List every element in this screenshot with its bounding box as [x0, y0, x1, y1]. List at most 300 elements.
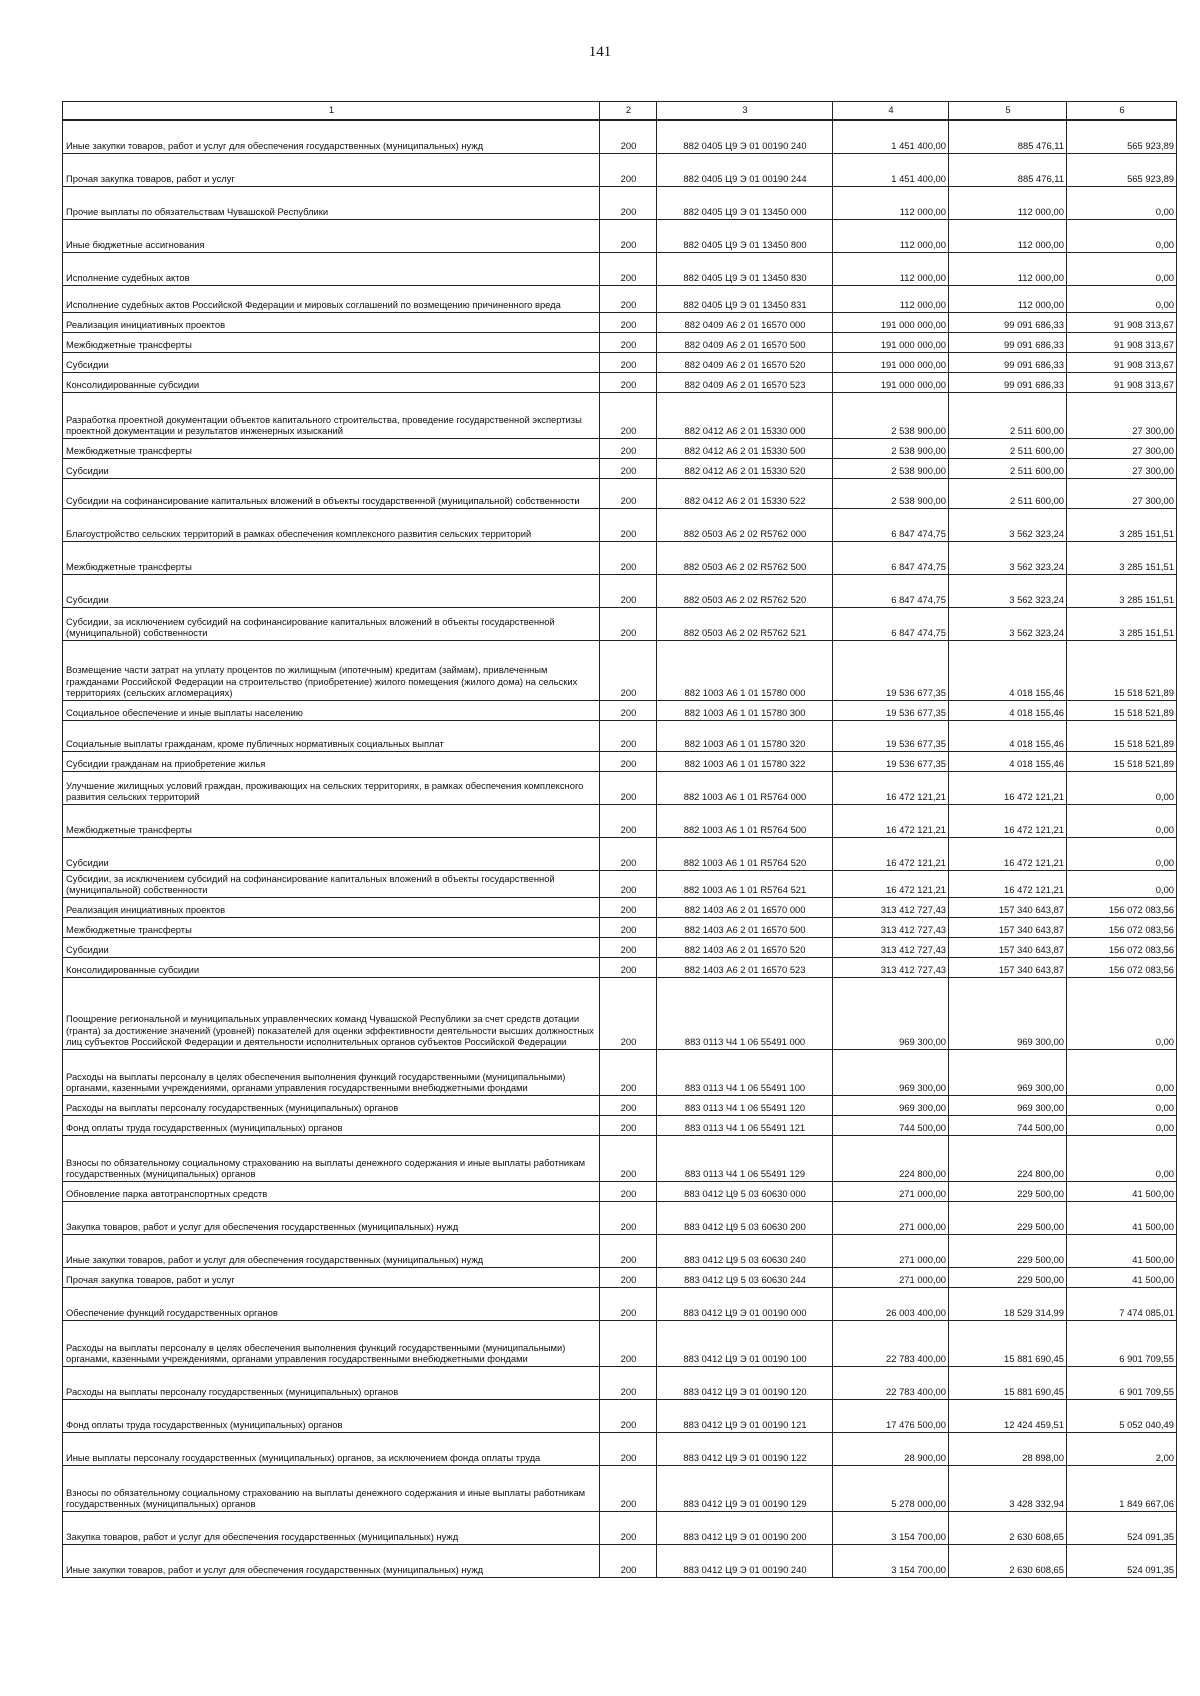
table-row	[63, 332, 1177, 352]
row-code: 200	[600, 1201, 657, 1234]
row-code: 200	[600, 458, 657, 478]
row-value-col6: 7 474 085,01	[1067, 1287, 1177, 1320]
row-value-col5: 229 500,00	[949, 1201, 1067, 1234]
row-description: Исполнение судебных актов	[63, 252, 600, 285]
table-row	[63, 837, 1177, 870]
row-value-col6: 91 908 313,67	[1067, 372, 1177, 392]
row-description: Иные закупки товаров, работ и услуг для обеспечения государственных (муниципальных) нужд	[63, 1234, 600, 1267]
row-value-col5: 885 476,11	[949, 120, 1067, 153]
row-value-col5: 229 500,00	[949, 1234, 1067, 1267]
row-value-col5: 157 340 643,87	[949, 957, 1067, 977]
row-code: 200	[600, 607, 657, 640]
row-code: 200	[600, 771, 657, 804]
row-description: Консолидированные субсидии	[63, 957, 600, 977]
row-value-col4: 3 154 700,00	[833, 1511, 949, 1544]
row-value-col6: 156 072 083,56	[1067, 917, 1177, 937]
row-value-col5: 15 881 690,45	[949, 1320, 1067, 1366]
row-value-col5: 885 476,11	[949, 153, 1067, 186]
row-value-col4: 191 000 000,00	[833, 372, 949, 392]
row-value-col6: 156 072 083,56	[1067, 937, 1177, 957]
row-description: Субсидии гражданам на приобретение жилья	[63, 751, 600, 771]
table-row	[63, 574, 1177, 607]
row-value-col5: 2 630 608,65	[949, 1544, 1067, 1577]
row-code: 200	[600, 332, 657, 352]
row-value-col6: 91 908 313,67	[1067, 332, 1177, 352]
table-row	[63, 720, 1177, 751]
row-code: 200	[600, 1511, 657, 1544]
table-row	[63, 285, 1177, 312]
row-value-col4: 969 300,00	[833, 1095, 949, 1115]
budget-execution-table	[62, 101, 1177, 1578]
table-row	[63, 1135, 1177, 1181]
row-value-col4: 191 000 000,00	[833, 332, 949, 352]
row-value-col4: 313 412 727,43	[833, 917, 949, 937]
table-row	[63, 1432, 1177, 1465]
row-value-col4: 191 000 000,00	[833, 352, 949, 372]
row-value-col4: 1 451 400,00	[833, 153, 949, 186]
row-value-col6: 0,00	[1067, 837, 1177, 870]
row-code: 200	[600, 186, 657, 219]
row-value-col6: 0,00	[1067, 1049, 1177, 1095]
row-value-col6: 156 072 083,56	[1067, 897, 1177, 917]
row-classification-code: 882 1003 А6 1 01 R5764 000	[657, 771, 833, 804]
row-classification-code: 882 0409 А6 2 01 16570 500	[657, 332, 833, 352]
table-header-row	[63, 102, 1177, 121]
row-value-col5: 112 000,00	[949, 285, 1067, 312]
row-value-col6: 0,00	[1067, 1095, 1177, 1115]
row-value-col4: 5 278 000,00	[833, 1465, 949, 1511]
row-code: 200	[600, 1095, 657, 1115]
table-row	[63, 1399, 1177, 1432]
row-value-col5: 229 500,00	[949, 1181, 1067, 1201]
row-description: Межбюджетные трансферты	[63, 804, 600, 837]
row-value-col6: 91 908 313,67	[1067, 312, 1177, 332]
row-code: 200	[600, 751, 657, 771]
row-classification-code: 882 0503 А6 2 02 R5762 500	[657, 541, 833, 574]
row-value-col6: 15 518 521,89	[1067, 700, 1177, 720]
row-value-col6: 0,00	[1067, 804, 1177, 837]
row-description: Расходы на выплаты персоналу государственных (муниципальных) органов	[63, 1366, 600, 1399]
row-value-col5: 224 800,00	[949, 1135, 1067, 1181]
table-row	[63, 1095, 1177, 1115]
row-value-col6: 0,00	[1067, 219, 1177, 252]
table-row	[63, 897, 1177, 917]
row-value-col6: 3 285 151,51	[1067, 508, 1177, 541]
row-code: 200	[600, 977, 657, 1049]
row-description: Расходы на выплаты персоналу в целях обеспечения выполнения функций государственными (муниципальными) органами, казенными учреждениями, органами управления государственными внебюджетными фондами	[63, 1320, 600, 1366]
row-value-col6: 3 285 151,51	[1067, 574, 1177, 607]
row-value-col4: 6 847 474,75	[833, 607, 949, 640]
row-classification-code: 882 1003 А6 1 01 R5764 521	[657, 870, 833, 897]
row-code: 200	[600, 1181, 657, 1201]
row-code: 200	[600, 508, 657, 541]
row-value-col5: 16 472 121,21	[949, 837, 1067, 870]
table-row	[63, 1287, 1177, 1320]
column-header-5: 5	[949, 102, 1067, 121]
row-value-col5: 18 529 314,99	[949, 1287, 1067, 1320]
row-value-col4: 2 538 900,00	[833, 478, 949, 508]
row-value-col6: 6 901 709,55	[1067, 1366, 1177, 1399]
row-description: Расходы на выплаты персоналу в целях обеспечения выполнения функций государственными (муниципальными) органами, казенными учреждениями, органами управления государственными внебюджетными фондами	[63, 1049, 600, 1095]
row-description: Прочие выплаты по обязательствам Чувашской Республики	[63, 186, 600, 219]
row-classification-code: 882 0405 Ц9 Э 01 00190 240	[657, 120, 833, 153]
row-code: 200	[600, 720, 657, 751]
row-description: Взносы по обязательному социальному страхованию на выплаты денежного содержания и иные выплаты работникам государственных (муниципальных) органов	[63, 1465, 600, 1511]
table-row	[63, 957, 1177, 977]
row-classification-code: 883 0412 Ц9 Э 01 00190 000	[657, 1287, 833, 1320]
row-value-col5: 3 562 323,24	[949, 607, 1067, 640]
row-description: Иные закупки товаров, работ и услуг для обеспечения государственных (муниципальных) нужд	[63, 1544, 600, 1577]
row-value-col4: 112 000,00	[833, 219, 949, 252]
row-classification-code: 882 0405 Ц9 Э 01 13450 800	[657, 219, 833, 252]
table-row	[63, 771, 1177, 804]
row-value-col6: 565 923,89	[1067, 153, 1177, 186]
table-row	[63, 937, 1177, 957]
table-row	[63, 1544, 1177, 1577]
row-classification-code: 882 1003 А6 1 01 15780 320	[657, 720, 833, 751]
row-description: Межбюджетные трансферты	[63, 438, 600, 458]
table-row	[63, 312, 1177, 332]
table-row	[63, 541, 1177, 574]
row-description: Реализация инициативных проектов	[63, 897, 600, 917]
row-value-col4: 16 472 121,21	[833, 804, 949, 837]
row-value-col5: 3 562 323,24	[949, 574, 1067, 607]
row-value-col4: 22 783 400,00	[833, 1366, 949, 1399]
row-code: 200	[600, 252, 657, 285]
row-value-col6: 91 908 313,67	[1067, 352, 1177, 372]
row-description: Поощрение региональной и муниципальных управленческих команд Чувашской Республики за счет средств дотации (гранта) за достижение значений (уровней) показателей для оценки эффективности деятельности высших должностных лиц субъектов Российской Федерации и деятельности исполнительных органов субъектов Российской Федерации	[63, 977, 600, 1049]
row-code: 200	[600, 700, 657, 720]
table-body	[63, 120, 1177, 1577]
row-value-col4: 26 003 400,00	[833, 1287, 949, 1320]
row-description: Взносы по обязательному социальному страхованию на выплаты денежного содержания и иные выплаты работникам государственных (муниципальных) органов	[63, 1135, 600, 1181]
table-row	[63, 640, 1177, 700]
row-value-col6: 156 072 083,56	[1067, 957, 1177, 977]
table-row	[63, 870, 1177, 897]
row-value-col6: 0,00	[1067, 1135, 1177, 1181]
row-value-col6: 524 091,35	[1067, 1544, 1177, 1577]
row-value-col4: 112 000,00	[833, 252, 949, 285]
row-code: 200	[600, 1432, 657, 1465]
row-value-col4: 271 000,00	[833, 1234, 949, 1267]
row-code: 200	[600, 1287, 657, 1320]
row-description: Прочая закупка товаров, работ и услуг	[63, 153, 600, 186]
row-value-col4: 16 472 121,21	[833, 870, 949, 897]
row-classification-code: 882 1403 А6 2 01 16570 520	[657, 937, 833, 957]
row-code: 200	[600, 574, 657, 607]
row-code: 200	[600, 1465, 657, 1511]
row-value-col5: 112 000,00	[949, 186, 1067, 219]
row-value-col4: 1 451 400,00	[833, 120, 949, 153]
column-header-1: 1	[63, 102, 600, 121]
row-value-col6: 3 285 151,51	[1067, 607, 1177, 640]
row-value-col5: 4 018 155,46	[949, 720, 1067, 751]
row-classification-code: 883 0113 Ч4 1 06 55491 129	[657, 1135, 833, 1181]
row-value-col5: 2 511 600,00	[949, 478, 1067, 508]
row-value-col6: 565 923,89	[1067, 120, 1177, 153]
row-value-col6: 15 518 521,89	[1067, 751, 1177, 771]
row-description: Межбюджетные трансферты	[63, 541, 600, 574]
row-classification-code: 882 0412 А6 2 01 15330 000	[657, 392, 833, 438]
row-value-col5: 969 300,00	[949, 977, 1067, 1049]
row-value-col6: 0,00	[1067, 252, 1177, 285]
row-description: Реализация инициативных проектов	[63, 312, 600, 332]
row-code: 200	[600, 285, 657, 312]
row-code: 200	[600, 438, 657, 458]
row-value-col6: 41 500,00	[1067, 1234, 1177, 1267]
column-header-4: 4	[833, 102, 949, 121]
row-code: 200	[600, 1267, 657, 1287]
row-description: Благоустройство сельских территорий в рамках обеспечения комплексного развития сельских территорий	[63, 508, 600, 541]
row-value-col5: 157 340 643,87	[949, 897, 1067, 917]
row-classification-code: 883 0412 Ц9 Э 01 00190 100	[657, 1320, 833, 1366]
row-value-col6: 3 285 151,51	[1067, 541, 1177, 574]
row-value-col4: 22 783 400,00	[833, 1320, 949, 1366]
row-value-col5: 16 472 121,21	[949, 870, 1067, 897]
row-code: 200	[600, 1544, 657, 1577]
row-description: Исполнение судебных актов Российской Федерации и мировых соглашений по возмещению причиненного вреда	[63, 285, 600, 312]
row-value-col5: 99 091 686,33	[949, 372, 1067, 392]
row-value-col6: 5 052 040,49	[1067, 1399, 1177, 1432]
row-classification-code: 882 0405 Ц9 Э 01 13450 831	[657, 285, 833, 312]
row-value-col4: 191 000 000,00	[833, 312, 949, 332]
row-value-col4: 19 536 677,35	[833, 640, 949, 700]
table-row	[63, 1201, 1177, 1234]
row-code: 200	[600, 917, 657, 937]
row-description: Закупка товаров, работ и услуг для обеспечения государственных (муниципальных) нужд	[63, 1511, 600, 1544]
row-classification-code: 882 1003 А6 1 01 R5764 500	[657, 804, 833, 837]
row-code: 200	[600, 312, 657, 332]
row-description: Улучшение жилищных условий граждан, проживающих на сельских территориях, в рамках обеспечения комплексного развития сельских территорий	[63, 771, 600, 804]
table-row	[63, 1465, 1177, 1511]
row-value-col4: 16 472 121,21	[833, 771, 949, 804]
row-code: 200	[600, 804, 657, 837]
table-row	[63, 1267, 1177, 1287]
row-code: 200	[600, 1399, 657, 1432]
row-classification-code: 883 0412 Ц9 Э 01 00190 129	[657, 1465, 833, 1511]
row-classification-code: 883 0412 Ц9 5 03 60630 240	[657, 1234, 833, 1267]
row-description: Субсидии, за исключением субсидий на софинансирование капитальных вложений в объекты государственной (муниципальной) собственности	[63, 870, 600, 897]
row-classification-code: 883 0412 Ц9 5 03 60630 200	[657, 1201, 833, 1234]
row-value-col6: 0,00	[1067, 1115, 1177, 1135]
table-row	[63, 1366, 1177, 1399]
row-value-col5: 969 300,00	[949, 1095, 1067, 1115]
row-classification-code: 882 1403 А6 2 01 16570 500	[657, 917, 833, 937]
row-description: Субсидии	[63, 574, 600, 607]
row-value-col4: 313 412 727,43	[833, 957, 949, 977]
row-value-col4: 969 300,00	[833, 977, 949, 1049]
row-code: 200	[600, 897, 657, 917]
row-value-col4: 2 538 900,00	[833, 392, 949, 438]
row-classification-code: 882 0405 Ц9 Э 01 00190 244	[657, 153, 833, 186]
row-value-col4: 271 000,00	[833, 1201, 949, 1234]
row-code: 200	[600, 1234, 657, 1267]
row-classification-code: 882 1003 А6 1 01 15780 300	[657, 700, 833, 720]
row-value-col4: 17 476 500,00	[833, 1399, 949, 1432]
row-value-col5: 112 000,00	[949, 252, 1067, 285]
row-value-col4: 271 000,00	[833, 1267, 949, 1287]
table-row	[63, 917, 1177, 937]
row-value-col6: 0,00	[1067, 870, 1177, 897]
table-row	[63, 1320, 1177, 1366]
row-description: Социальные выплаты гражданам, кроме публичных нормативных социальных выплат	[63, 720, 600, 751]
row-classification-code: 883 0412 Ц9 Э 01 00190 122	[657, 1432, 833, 1465]
row-classification-code: 883 0412 Ц9 Э 01 00190 121	[657, 1399, 833, 1432]
row-value-col5: 2 511 600,00	[949, 392, 1067, 438]
row-description: Субсидии	[63, 352, 600, 372]
row-description: Субсидии на софинансирование капитальных вложений в объекты государственной (муниципальной) собственности	[63, 478, 600, 508]
table-row	[63, 1115, 1177, 1135]
row-description: Фонд оплаты труда государственных (муниципальных) органов	[63, 1115, 600, 1135]
row-classification-code: 882 0409 А6 2 01 16570 000	[657, 312, 833, 332]
row-value-col5: 744 500,00	[949, 1115, 1067, 1135]
row-description: Иные закупки товаров, работ и услуг для обеспечения государственных (муниципальных) нужд	[63, 120, 600, 153]
row-classification-code: 882 0405 Ц9 Э 01 13450 830	[657, 252, 833, 285]
row-description: Возмещение части затрат на уплату процентов по жилищным (ипотечным) кредитам (займам), привлеченным гражданами Российской Федерации на строительство (приобретение) жилого помещения (жилого дома) на сельских территориях (сельских агломерациях)	[63, 640, 600, 700]
row-classification-code: 883 0113 Ч4 1 06 55491 000	[657, 977, 833, 1049]
table-row	[63, 700, 1177, 720]
row-value-col5: 2 630 608,65	[949, 1511, 1067, 1544]
row-description: Субсидии	[63, 937, 600, 957]
row-value-col4: 3 154 700,00	[833, 1544, 949, 1577]
row-value-col5: 3 562 323,24	[949, 508, 1067, 541]
row-classification-code: 882 1003 А6 1 01 R5764 520	[657, 837, 833, 870]
row-classification-code: 882 0503 А6 2 02 R5762 000	[657, 508, 833, 541]
row-description: Субсидии	[63, 837, 600, 870]
table-row	[63, 219, 1177, 252]
row-value-col5: 3 428 332,94	[949, 1465, 1067, 1511]
row-classification-code: 882 0412 А6 2 01 15330 500	[657, 438, 833, 458]
table-row	[63, 352, 1177, 372]
row-code: 200	[600, 837, 657, 870]
table-row	[63, 804, 1177, 837]
table-row	[63, 1049, 1177, 1095]
row-value-col6: 0,00	[1067, 771, 1177, 804]
row-value-col6: 15 518 521,89	[1067, 720, 1177, 751]
row-description: Разработка проектной документации объектов капитального строительства, проведение государственной экспертизы проектной документации и результатов инженерных изысканий	[63, 392, 600, 438]
row-classification-code: 882 0503 А6 2 02 R5762 520	[657, 574, 833, 607]
row-code: 200	[600, 372, 657, 392]
row-value-col4: 6 847 474,75	[833, 508, 949, 541]
row-classification-code: 882 1403 А6 2 01 16570 000	[657, 897, 833, 917]
row-value-col5: 16 472 121,21	[949, 771, 1067, 804]
row-value-col5: 12 424 459,51	[949, 1399, 1067, 1432]
row-classification-code: 883 0412 Ц9 5 03 60630 000	[657, 1181, 833, 1201]
table-row	[63, 607, 1177, 640]
row-classification-code: 882 0409 А6 2 01 16570 523	[657, 372, 833, 392]
row-value-col6: 524 091,35	[1067, 1511, 1177, 1544]
row-value-col5: 157 340 643,87	[949, 917, 1067, 937]
row-value-col6: 41 500,00	[1067, 1181, 1177, 1201]
row-classification-code: 883 0412 Ц9 Э 01 00190 200	[657, 1511, 833, 1544]
row-classification-code: 882 0409 А6 2 01 16570 520	[657, 352, 833, 372]
row-classification-code: 883 0412 Ц9 Э 01 00190 120	[657, 1366, 833, 1399]
row-description: Фонд оплаты труда государственных (муниципальных) органов	[63, 1399, 600, 1432]
row-code: 200	[600, 153, 657, 186]
row-code: 200	[600, 870, 657, 897]
row-classification-code: 883 0113 Ч4 1 06 55491 120	[657, 1095, 833, 1115]
table-row	[63, 372, 1177, 392]
row-value-col4: 112 000,00	[833, 285, 949, 312]
row-code: 200	[600, 1115, 657, 1135]
table-row	[63, 153, 1177, 186]
row-value-col4: 19 536 677,35	[833, 700, 949, 720]
row-value-col4: 112 000,00	[833, 186, 949, 219]
table-row	[63, 438, 1177, 458]
row-value-col6: 6 901 709,55	[1067, 1320, 1177, 1366]
table-row	[63, 252, 1177, 285]
row-value-col4: 744 500,00	[833, 1115, 949, 1135]
row-value-col6: 0,00	[1067, 186, 1177, 219]
row-value-col5: 3 562 323,24	[949, 541, 1067, 574]
page-number: 141	[588, 44, 612, 60]
row-value-col5: 4 018 155,46	[949, 640, 1067, 700]
row-value-col6: 27 300,00	[1067, 392, 1177, 438]
row-code: 200	[600, 219, 657, 252]
table-row	[63, 392, 1177, 438]
table-row	[63, 186, 1177, 219]
row-value-col5: 157 340 643,87	[949, 937, 1067, 957]
row-classification-code: 882 0503 А6 2 02 R5762 521	[657, 607, 833, 640]
table-row	[63, 977, 1177, 1049]
row-value-col6: 27 300,00	[1067, 458, 1177, 478]
row-value-col6: 2,00	[1067, 1432, 1177, 1465]
row-description: Субсидии	[63, 458, 600, 478]
row-classification-code: 882 1003 А6 1 01 15780 000	[657, 640, 833, 700]
row-description: Обеспечение функций государственных органов	[63, 1287, 600, 1320]
row-value-col5: 2 511 600,00	[949, 458, 1067, 478]
table-row	[63, 458, 1177, 478]
row-value-col5: 112 000,00	[949, 219, 1067, 252]
row-description: Обновление парка автотранспортных средств	[63, 1181, 600, 1201]
row-value-col6: 27 300,00	[1067, 478, 1177, 508]
row-code: 200	[600, 1366, 657, 1399]
column-header-6: 6	[1067, 102, 1177, 121]
row-classification-code: 882 1003 А6 1 01 15780 322	[657, 751, 833, 771]
row-value-col5: 99 091 686,33	[949, 312, 1067, 332]
row-code: 200	[600, 120, 657, 153]
row-value-col6: 27 300,00	[1067, 438, 1177, 458]
row-classification-code: 883 0113 Ч4 1 06 55491 100	[657, 1049, 833, 1095]
row-code: 200	[600, 1135, 657, 1181]
row-value-col5: 4 018 155,46	[949, 751, 1067, 771]
row-value-col5: 969 300,00	[949, 1049, 1067, 1095]
row-value-col5: 99 091 686,33	[949, 352, 1067, 372]
row-description: Межбюджетные трансферты	[63, 332, 600, 352]
row-code: 200	[600, 1049, 657, 1095]
table-row	[63, 508, 1177, 541]
row-description: Межбюджетные трансферты	[63, 917, 600, 937]
row-value-col4: 19 536 677,35	[833, 720, 949, 751]
row-code: 200	[600, 478, 657, 508]
row-value-col4: 271 000,00	[833, 1181, 949, 1201]
row-code: 200	[600, 937, 657, 957]
row-value-col4: 6 847 474,75	[833, 574, 949, 607]
row-value-col4: 313 412 727,43	[833, 937, 949, 957]
row-value-col4: 16 472 121,21	[833, 837, 949, 870]
row-value-col6: 0,00	[1067, 977, 1177, 1049]
row-description: Закупка товаров, работ и услуг для обеспечения государственных (муниципальных) нужд	[63, 1201, 600, 1234]
row-classification-code: 882 0412 А6 2 01 15330 522	[657, 478, 833, 508]
table-row	[63, 751, 1177, 771]
row-value-col4: 224 800,00	[833, 1135, 949, 1181]
row-value-col6: 1 849 667,06	[1067, 1465, 1177, 1511]
row-description: Субсидии, за исключением субсидий на софинансирование капитальных вложений в объекты государственной (муниципальной) собственности	[63, 607, 600, 640]
row-code: 200	[600, 541, 657, 574]
row-description: Иные выплаты персоналу государственных (муниципальных) органов, за исключением фонда оплаты труда	[63, 1432, 600, 1465]
row-description: Иные бюджетные ассигнования	[63, 219, 600, 252]
row-classification-code: 882 0405 Ц9 Э 01 13450 000	[657, 186, 833, 219]
